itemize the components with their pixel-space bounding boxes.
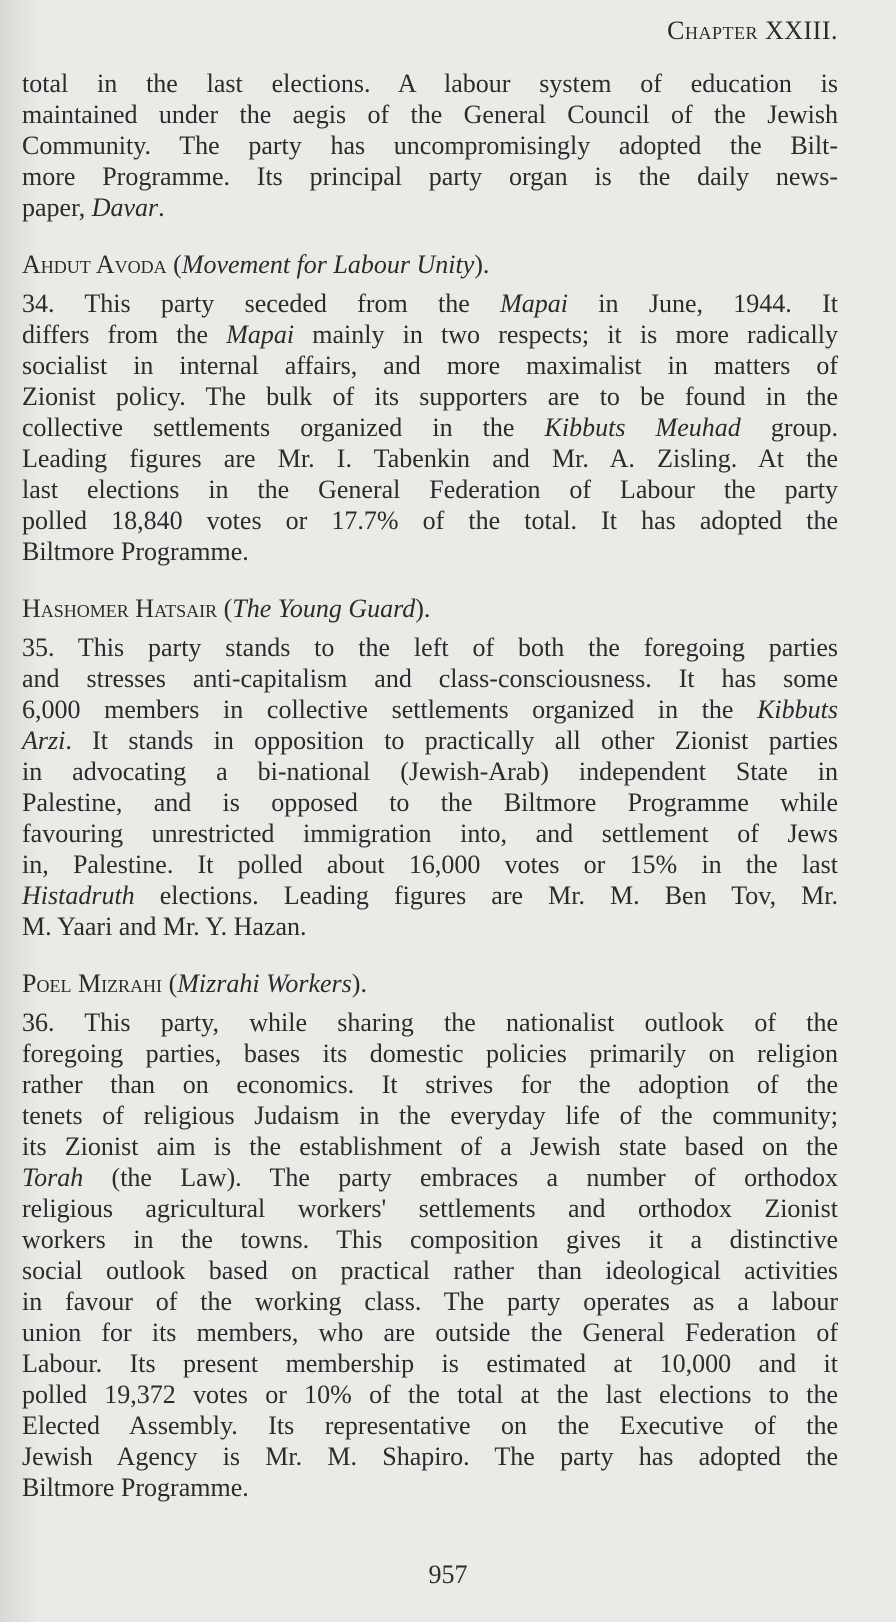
- italic-term: Arzi: [22, 726, 66, 755]
- text-run: its Zionist aim is the establishment of a Jewish state based on the: [22, 1132, 838, 1161]
- text-line: [22, 694, 838, 725]
- italic-term: Kibbuts Meuhad: [544, 413, 741, 442]
- text-run: and stresses anti-capitalism and class-consciousness. It has some: [22, 664, 838, 693]
- text-line: [22, 288, 838, 319]
- text-line: [22, 474, 838, 505]
- text-run: total in the last elections. A labour system of education is: [22, 69, 838, 98]
- text-run: foregoing parties, bases its domestic policies primarily on religion: [22, 1039, 838, 1068]
- text-run: M. Yaari and Mr. Y. Hazan.: [22, 912, 307, 941]
- text-line: [22, 1410, 838, 1441]
- text-run: Biltmore Programme.: [22, 537, 249, 566]
- text-line: [22, 1286, 838, 1317]
- text-run: more Programme. Its principal party organ is the daily news-: [22, 162, 838, 191]
- text-line: [22, 130, 838, 161]
- text-line: [22, 1131, 838, 1162]
- text-line: [22, 880, 838, 911]
- text-run: 6,000 members in collective settlements organized in the: [22, 695, 758, 724]
- text-run: in June, 1944. It: [568, 289, 838, 318]
- text-line: [22, 663, 838, 694]
- text-run: Biltmore Programme.: [22, 1473, 249, 1502]
- section: [22, 968, 838, 1503]
- text-run: favouring unrestricted immigration into, and settlement of Jews: [22, 819, 838, 848]
- text-line: [22, 911, 838, 942]
- text-run: in advocating a bi-national (Jewish-Arab) independent State in: [22, 757, 838, 786]
- text-run: workers in the towns. This composition gives it a distinctive: [22, 1225, 838, 1254]
- italic-term: Mapai: [500, 289, 568, 318]
- text-run: polled 18,840 votes or 17.7% of the total. It has adopted the: [22, 506, 838, 535]
- text-run: Leading figures are Mr. I. Tabenkin and Mr. A. Zisling. At the: [22, 444, 838, 473]
- text-run: religious agricultural workers' settlements and orthodox Zionist: [22, 1194, 838, 1223]
- text-run: socialist in internal affairs, and more maximalist in matters of: [22, 351, 838, 380]
- text-run: 36. This party, while sharing the nationalist outlook of the: [22, 1008, 838, 1037]
- text-run: union for its members, who are outside the General Federation of: [22, 1318, 838, 1347]
- text-line: [22, 756, 838, 787]
- text-line: [22, 1348, 838, 1379]
- text-line: [22, 1224, 838, 1255]
- text-run: Elected Assembly. Its representative on the Executive of the: [22, 1411, 838, 1440]
- text-line: [22, 787, 838, 818]
- text-line: [22, 1441, 838, 1472]
- text-run: 35. This party stands to the left of both the foregoing parties: [22, 633, 838, 662]
- section: [22, 593, 838, 942]
- text-line: [22, 1317, 838, 1348]
- text-run: maintained under the aegis of the General Council of the Jewish: [22, 100, 838, 129]
- text-run: last elections in the General Federation of Labour the party: [22, 475, 838, 504]
- text-line: [22, 381, 838, 412]
- text-line: [22, 725, 838, 756]
- heading-party-name: Poel Mizrahi: [22, 969, 163, 998]
- text-line: [22, 412, 838, 443]
- text-line: [22, 849, 838, 880]
- text-line: [22, 350, 838, 381]
- section-heading: Ahdut Avoda (Movement for Labour Unity).: [22, 250, 490, 279]
- text-line: [22, 1100, 838, 1131]
- heading-party-name: Ahdut Avoda: [22, 250, 167, 279]
- text-line: [22, 632, 838, 663]
- section-heading: Hashomer Hatsair (The Young Guard).: [22, 594, 431, 623]
- italic-term: Torah: [22, 1163, 84, 1192]
- text-line: [22, 68, 838, 99]
- text-run: in, Palestine. It polled about 16,000 votes or 15% in the last: [22, 850, 838, 879]
- italic-term: Kibbuts: [757, 695, 838, 724]
- section-heading: Poel Mizrahi (Mizrahi Workers).: [22, 969, 367, 998]
- section: [22, 68, 838, 223]
- italic-term: Histadruth: [22, 881, 135, 910]
- italic-term: Davar: [91, 193, 159, 222]
- text-line: [22, 1255, 838, 1286]
- text-line: [22, 1038, 838, 1069]
- text-line: [22, 319, 838, 350]
- text-run: . It stands in opposition to practically all other Zionist parties: [65, 726, 838, 755]
- text-line: [22, 443, 838, 474]
- text-run: in favour of the working class. The party operates as a labour: [22, 1287, 838, 1316]
- text-run: differs from the: [22, 320, 227, 349]
- text-run: paper,: [22, 193, 92, 222]
- text-run: (the Law). The party embraces a number of orthodox: [83, 1163, 838, 1192]
- text-line: [22, 1379, 838, 1410]
- text-run: elections. Leading figures are Mr. M. Ben Tov, Mr.: [134, 881, 838, 910]
- text-line: [22, 99, 838, 130]
- text-line: [22, 1007, 838, 1038]
- text-run: tenets of religious Judaism in the everyday life of the community;: [22, 1101, 838, 1130]
- section: [22, 249, 838, 567]
- text-line: [22, 1472, 838, 1503]
- text-run: Palestine, and is opposed to the Biltmore Programme while: [22, 788, 838, 817]
- text-run: Community. The party has uncompromisingly adopted the Bilt-: [22, 131, 838, 160]
- heading-party-name: Hashomer Hatsair: [22, 594, 218, 623]
- text-run: Jewish Agency is Mr. M. Shapiro. The party has adopted the: [22, 1442, 838, 1471]
- text-line: [22, 1162, 838, 1193]
- text-run: 34. This party seceded from the: [22, 289, 501, 318]
- text-line: [22, 818, 838, 849]
- text-run: Zionist policy. The bulk of its supporters are to be found in the: [22, 382, 838, 411]
- text-line: [22, 1069, 838, 1100]
- text-run: group.: [740, 413, 838, 442]
- page-number: 957: [428, 1560, 468, 1589]
- text-run: rather than on economics. It strives for the adoption of the: [22, 1070, 838, 1099]
- text-line: [22, 161, 838, 192]
- text-run: polled 19,372 votes or 10% of the total at the last elections to the: [22, 1380, 838, 1409]
- text-run: social outlook based on practical rather than ideological activities: [22, 1256, 838, 1285]
- text-line: [22, 536, 838, 567]
- italic-term: Mapai: [226, 320, 295, 349]
- text-run: mainly in two respects; it is more radically: [294, 320, 838, 349]
- heading-translation: Mizrahi Workers: [177, 969, 352, 998]
- text-line: [22, 192, 838, 223]
- text-run: Labour. Its present membership is estimated at 10,000 and it: [22, 1349, 838, 1378]
- heading-translation: The Young Guard: [232, 594, 416, 623]
- text-run: .: [158, 193, 165, 222]
- text-run: collective settlements organized in the: [22, 413, 545, 442]
- text-line: [22, 1193, 838, 1224]
- running-header: Chapter XXIII.: [667, 16, 838, 45]
- text-line: [22, 505, 838, 536]
- heading-translation: Movement for Labour Unity: [181, 250, 475, 279]
- page-body: [22, 68, 838, 1503]
